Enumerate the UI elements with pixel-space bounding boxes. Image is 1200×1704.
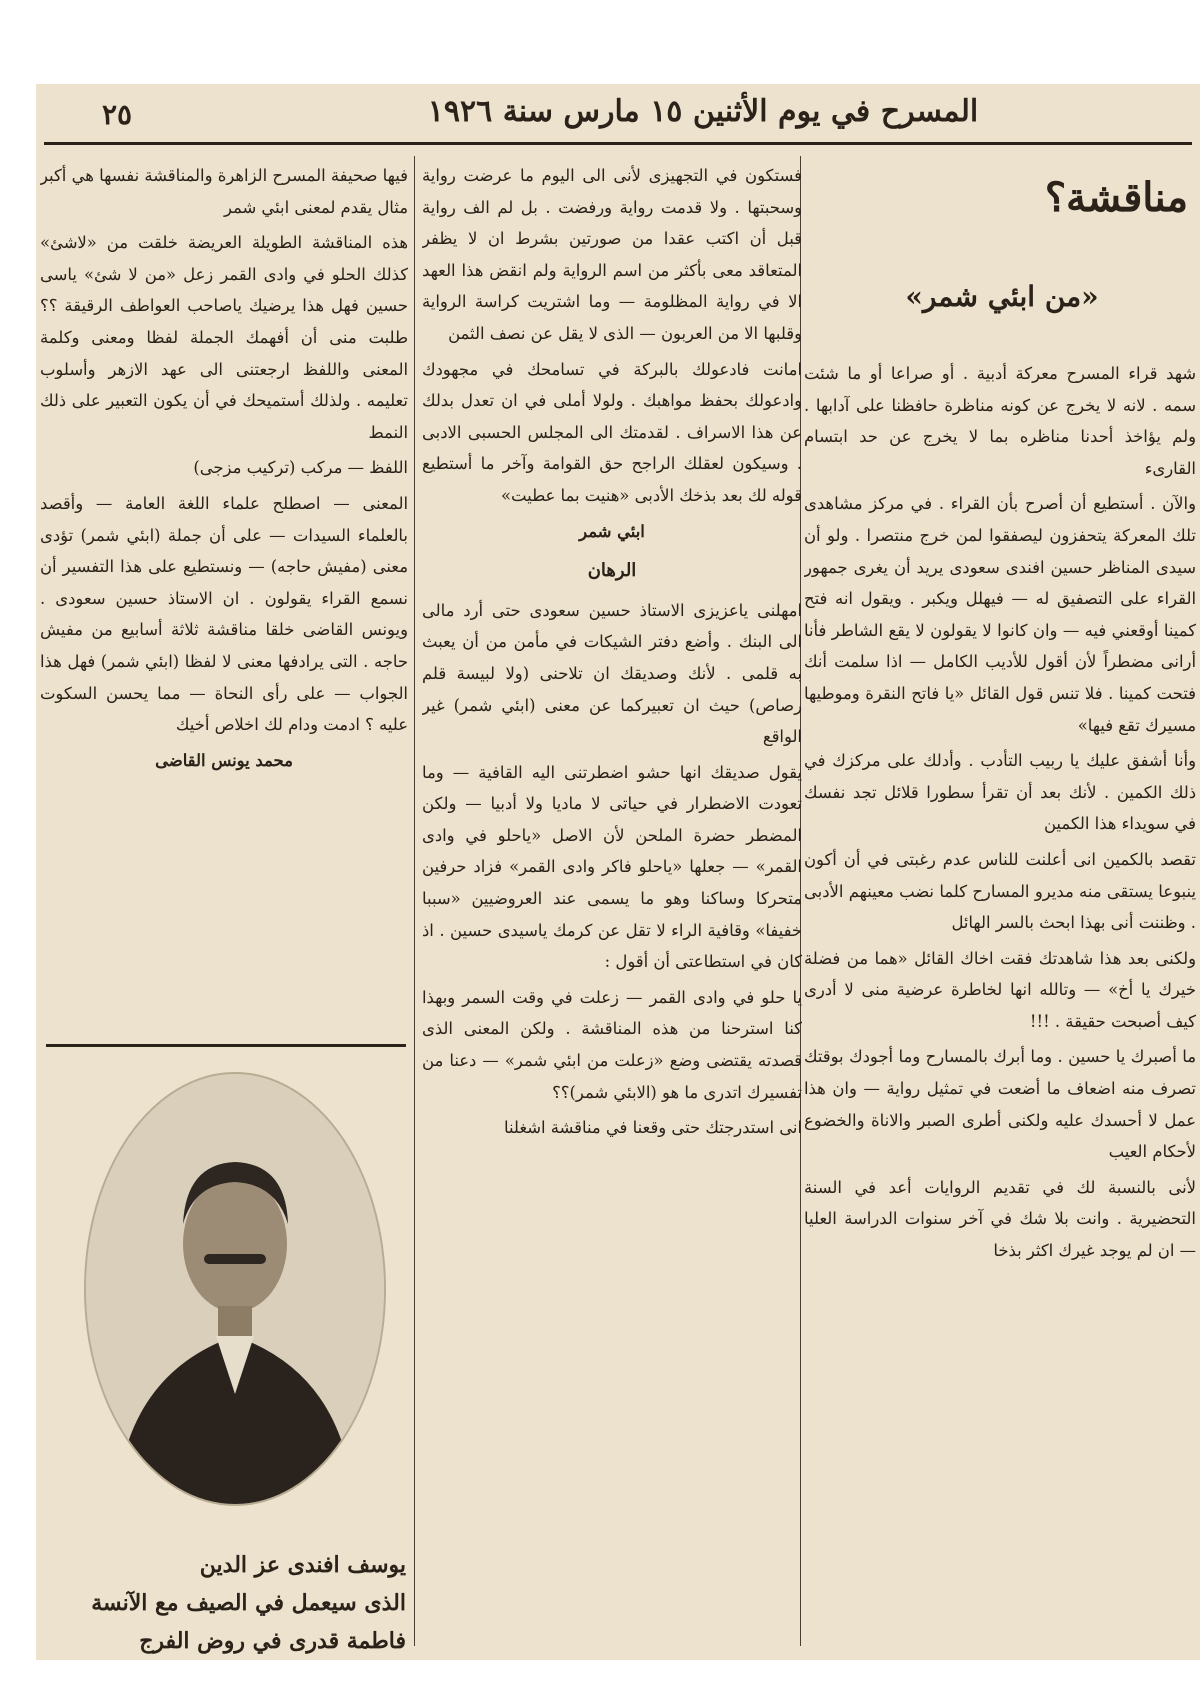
caption-line: الذى سيعمل في الصيف مع الآنسة bbox=[91, 1590, 406, 1616]
paragraph: شهد قراء المسرح معركة أدبية . أو صراعا أو ما شئت سمه . لانه لا يخرج عن كونه مناظرة حافظنا على آدابها . ولم يؤاخذ أحدنا مناظره بما لا يخرج عن حد ابتسام القارىء bbox=[804, 364, 1196, 478]
article-title: مناقشة؟ bbox=[1044, 174, 1188, 221]
article-subtitle: «من ابئي شمر» bbox=[905, 280, 1099, 313]
paragraph: انى استدرجتك حتى وقعنا في مناقشة اشغلنا bbox=[503, 1118, 802, 1138]
paragraph: تقصد بالكمين انى أعلنت للناس عدم رغبتى في أن أكون ينبوعا يستقى منه مديرو المسارح كلما نضب معينهم الأدبى . وظننت أنى بهذا ابحث بالسر الهائل bbox=[804, 849, 1196, 933]
paragraph: يا حلو في وادى القمر — زعلت في وقت السمر وبهذا كنا استرحنا من هذه المناقشة . ولكن المعنى الذى قصدته يقتضى وضع «زعلت من ابئي شمر» — دعنا من تفسيرك اتدرى ما هو (الابئي شمر)؟؟ bbox=[422, 987, 802, 1102]
photo-caption bbox=[46, 1546, 406, 1660]
signature: محمد يونس القاضى bbox=[155, 750, 293, 770]
column-left bbox=[40, 160, 408, 1040]
section-heading: الرهان bbox=[587, 560, 637, 582]
paragraph: اللفظ — مركب (تركيب مزجى) bbox=[193, 458, 408, 478]
paragraph: المعنى — اصطلح علماء اللغة العامة — وأقصد بالعلماء السيدات — على أن جملة (ابئي شمر) تؤدى معنى (مفيش حاجه) — ونستطيع على هذا التفسير أن نسمع القراء يقولون . ان الاستاذ حسين سعودى . ويونس القاضى خلقا مناقشة ثلاثة أسابيع من مفيش حاجه . التى يرادفها معنى لا لفظا (ابئي شمر) فهل هذا الجواب — على رأى النحاة — مما يحسن السكوت عليه ؟ ادمت ودام لك اخلاص أخيك bbox=[40, 493, 408, 735]
paragraph: ما أصبرك يا حسين . وما أبرك بالمسارح وما أجودك بوقتك تصرف منه اضعاف ما أضعت في تمثيل رواية — وان هذا عمل لا أحسدك عليه ولكنى أطرى الصبر والاناة والخضوع لأحكام العيب bbox=[804, 1047, 1196, 1162]
paragraph: امانت فادعولك بالبركة في تسامحك في مجهودك وادعولك بحفظ مواهبك . ولولا أملى في ان تعدل بدلك عن هذا الاسراف . لقدمتك الى المجلس الحسبى الادبى . وسيكون لعقلك الراجح حق القوامة وآخر ما أستطيع قوله لك بعد بذخك الأدبى «هنيت بما عطيت» bbox=[422, 359, 802, 505]
paragraph: يقول صديقك انها حشو اضطرتنى اليه القافية — وما تعودت الاضطرار في حياتى لا ماديا ولا أدبيا — ولكن المضطر حضرة الملحن لأن الاصل «ياحلو في وادى القمر» — جعلها «ياحلو فاكر وادى القمر» فزاد حرفين متحركا وساكنا وهو ما يسمى عند العروضيين «سببا خفيفا» وقافية الراء لا تقل عن كرمك ياسيدى حسين . اذ كان في استطاعتى أن أقول : bbox=[422, 762, 802, 972]
page-header bbox=[44, 84, 1192, 145]
portrait-icon bbox=[86, 1074, 384, 1504]
newspaper-page bbox=[36, 84, 1200, 1660]
paragraph: لأنى بالنسبة لك في تقديم الروايات أعد في السنة التحضيرية . وانت بلا شك في آخر سنوات الدراسة العليا — ان لم يوجد غيرك اكثر بذخا bbox=[804, 1177, 1196, 1261]
paragraph: والآن . أستطيع أن أصرح بأن القراء . في مركز مشاهدى تلك المعركة يتحفزون ليصفقوا لمن خرج منتصرا . ولو أن سيدى المناظر حسين افندى سعودى يريد أن يغرى جمهور القراء على التصفيق له — فيهلل ويكبر . ويقول انه فتح كمينا أوقعني فيه — وان كانوا لا يقولون لا يقع الشاطر فأنا أرانى مضطراً لأن أقول للأديب الكامل — اذا سلمت أنك فتحت كمينا . فلا تنس قول القائل «يا فاتح النقرة وموطيها مسيرك تقع فيها» bbox=[804, 494, 1196, 735]
signature: ابئي شمر bbox=[579, 521, 645, 541]
paragraph: وأنا أشفق عليك يا ربيب التأدب . وأدلك على مركزك في ذلك الكمين . لأنك بعد أن تقرأ سطورا قلائل تجد نفسك في سويداء هذا الكمين bbox=[804, 751, 1196, 834]
portrait-photo bbox=[84, 1072, 386, 1506]
column-right bbox=[804, 358, 1196, 1648]
paragraph: فيها صحيفة المسرح الزاهرة والمناقشة نفسها هي أكبر مثال يقدم لمعنى ابئي شمر bbox=[40, 166, 408, 217]
page-number: ٢٥ bbox=[102, 98, 133, 131]
caption-line: فاطمة قدرى في روض الفرج bbox=[139, 1628, 406, 1654]
caption-line: يوسف افندى عز الدين bbox=[199, 1552, 406, 1578]
paragraph: هذه المناقشة الطويلة العريضة خلقت من «لاشئ» كذلك الحلو في وادى القمر زعل «من لا شئ» ياسى حسين فهل هذا يرضيك ياصاحب العواطف الرقيقة ؟؟ طلبت منى أن أفهمك الجملة لفظا ومعنى وكلمة المعنى واللفظ ارجعتنى الى عهد الازهر وأسلوب تعليمه . ولذلك أستميحك في أن يكون التعبير على ذلك النمط bbox=[40, 233, 408, 442]
paragraph: فستكون في التجهيزى لأنى الى اليوم ما عرضت رواية وسحبتها . ولا قدمت رواية ورفضت . بل لم الف رواية قبل أن اكتب عقدا من صورتين بشرط ان لا يظفر المتعاقد معى بأكثر من اسم الرواية ولم انقض هذا العهد الا في رواية المظلومة — وما اشتريت كراسة الرواية وقلبها الا من العربون — الذى لا يقل عن نصف الثمن bbox=[422, 166, 802, 343]
column-divider bbox=[414, 156, 415, 1646]
column-middle bbox=[422, 160, 802, 1644]
section-divider bbox=[46, 1044, 406, 1047]
paragraph: امهلنى ياعزيزى الاستاذ حسين سعودى حتى أرد مالى الى البنك . وأضع دفتر الشيكات في مأمن من أن يعبث به قلمى . لأنك وصديقك ان تلاحنى (ولا لبيسة قلم رصاص) حيث ان تعبيركما عن معنى (ابئي شمر) غير الواقع bbox=[422, 600, 802, 747]
paragraph: ولكنى بعد هذا شاهدتك فقت اخاك القائل «هما من فضلة خيرك يا أخ» — وتالله انها لخاطرة عرضية منى لا أدرى كيف أصبحت حقيقة . !!! bbox=[804, 948, 1196, 1031]
page-title: المسرح في يوم الأثنين ١٥ مارس سنة ١٩٢٦ bbox=[427, 94, 979, 129]
